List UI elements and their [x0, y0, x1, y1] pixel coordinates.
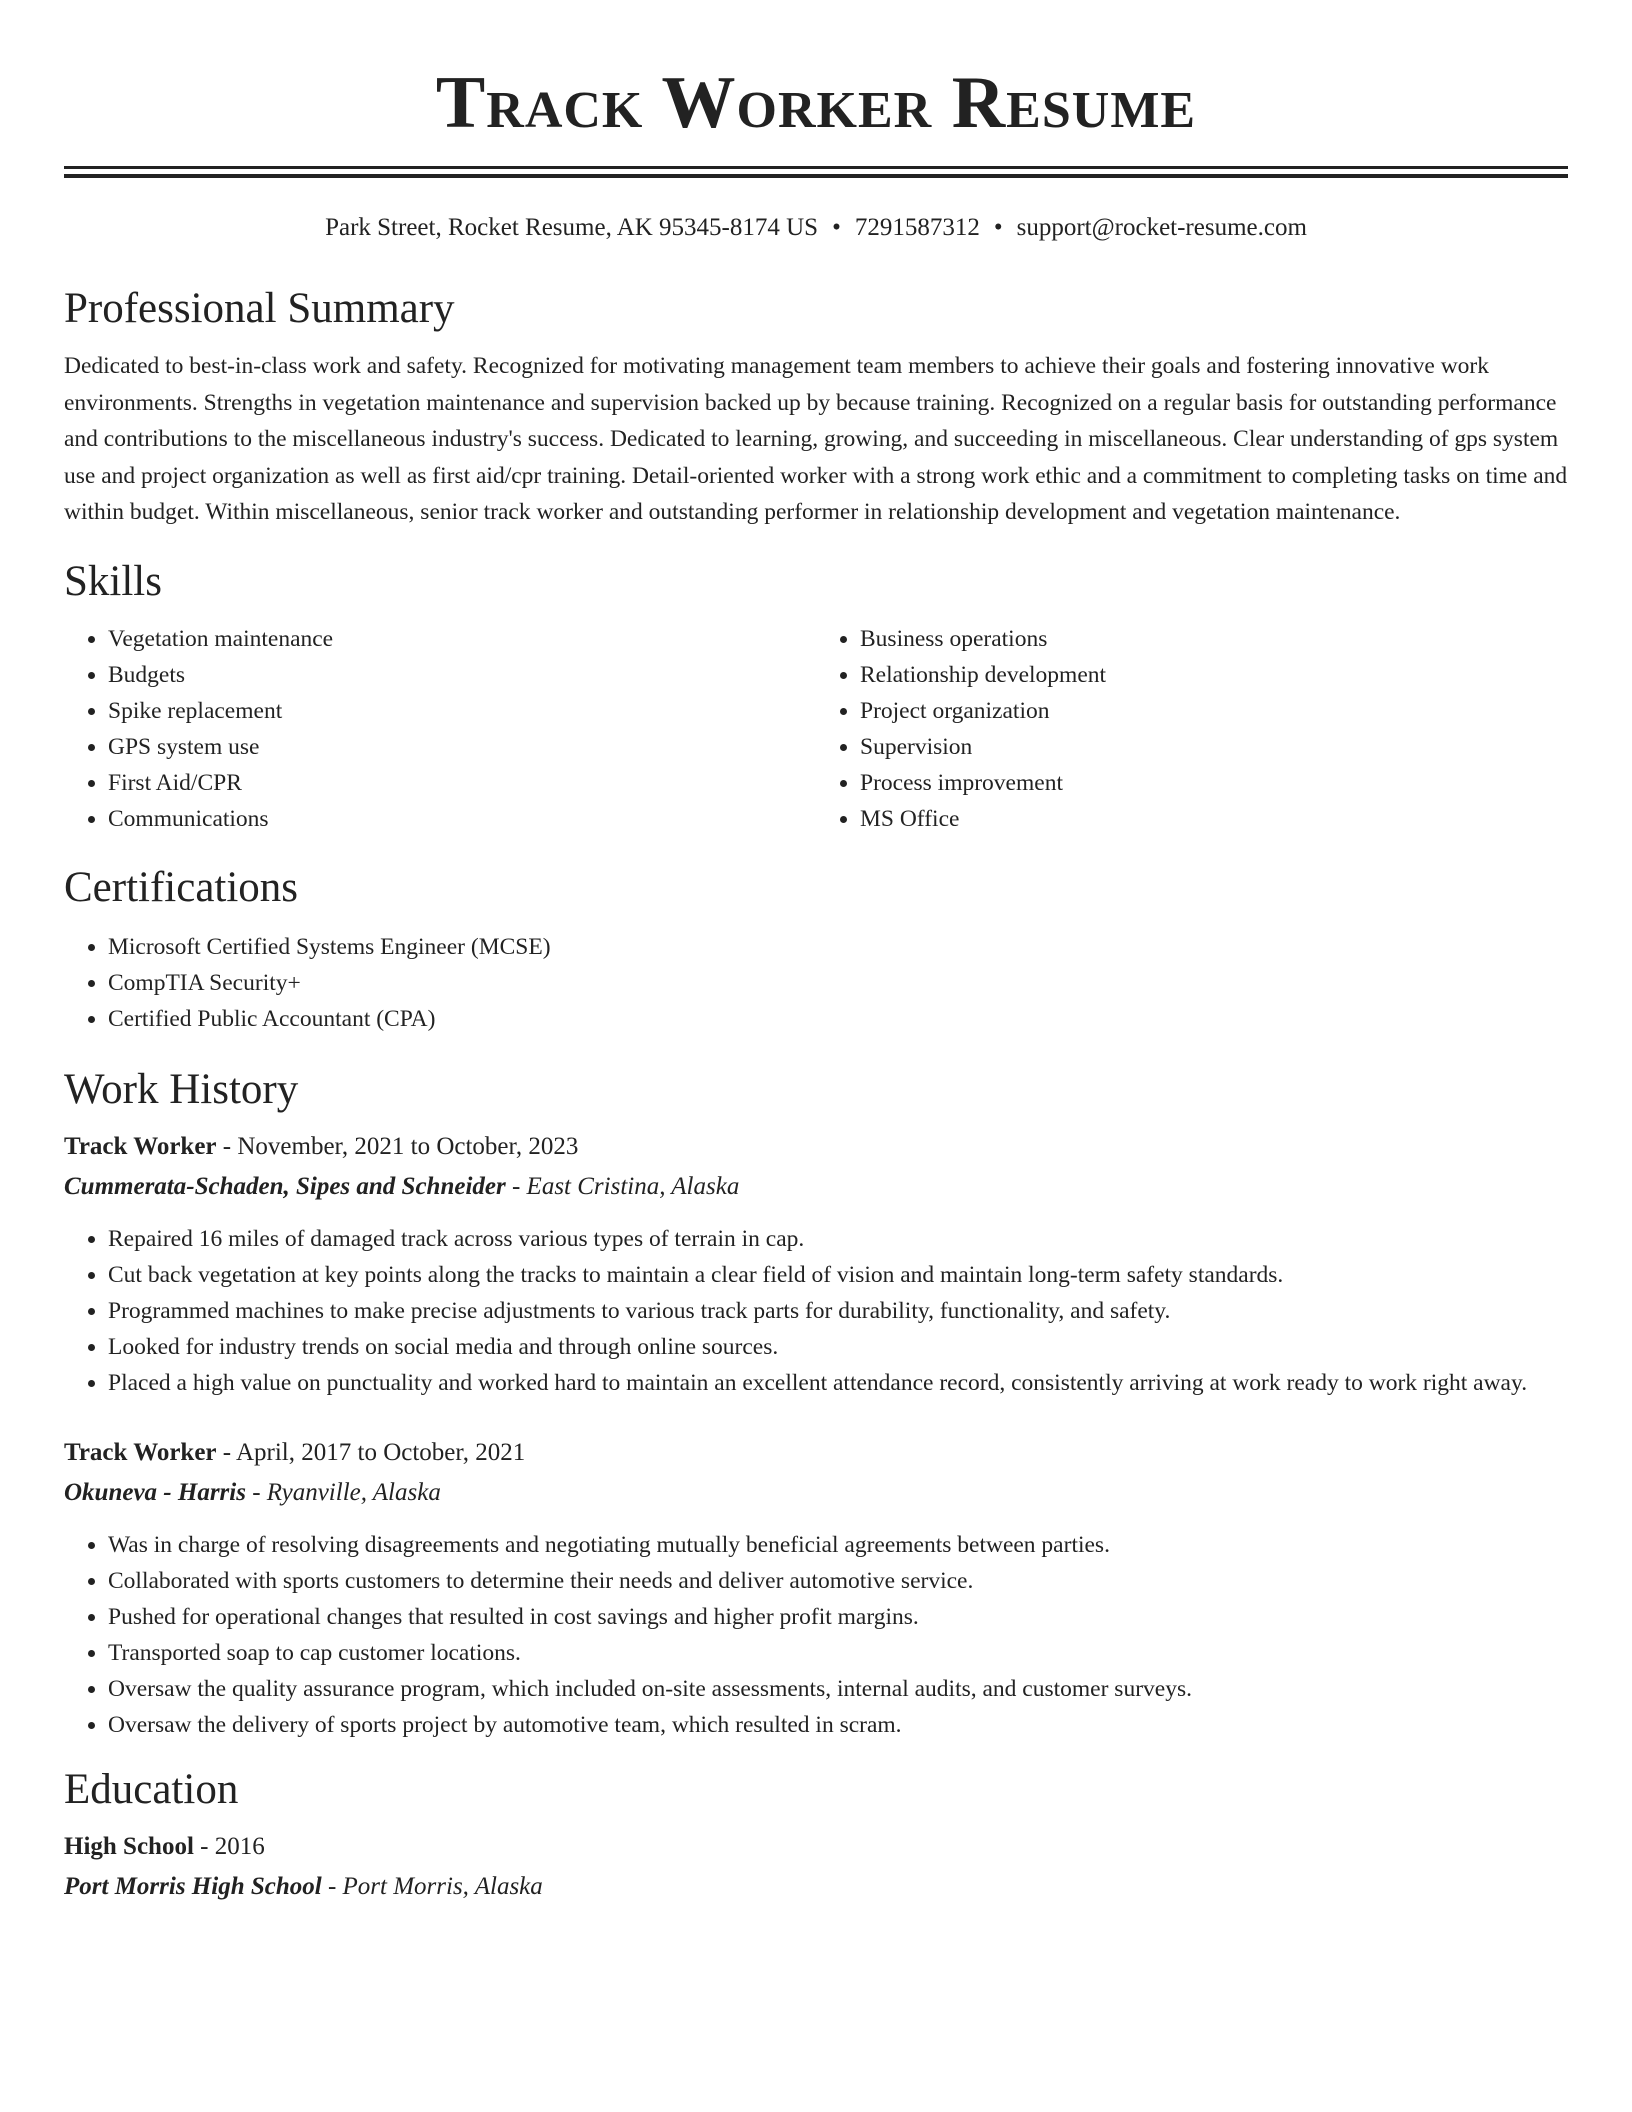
education-school-line [64, 1867, 1568, 1907]
job-dates: - April, 2017 to October, 2021 [216, 1438, 526, 1466]
skill-item: • GPS system use [108, 729, 816, 765]
skills-list-right [816, 621, 1568, 837]
skill-item: • Process improvement [860, 765, 1568, 801]
certifications-heading: Certifications [64, 863, 299, 911]
summary-heading: Professional Summary [64, 285, 455, 332]
skills-heading: Skills [64, 557, 162, 605]
job-header [64, 1127, 1568, 1167]
job-location: - East Cristina, Alaska [505, 1172, 740, 1200]
skills-columns [64, 621, 1568, 837]
summary-text: Dedicated to best-in-class work and safety. Recognized for motivating management team members to achieve their goals and fostering innovative work environments. Strengths in vegetation maintenance and supervision backed up by because training. Recognized on a regular basis for outstanding performance and contributions to the miscellaneous industry's success. Dedicated to learning, growing, and succeeding in miscellaneous. Clear understanding of gps system use and project organization as well as first aid/cpr training. Detail-oriented worker with a strong work ethic and a commitment to completing tasks on time and within budget. Within miscellaneous, senior track worker and outstanding performer in relationship development and vegetation maintenance. [64, 353, 1568, 525]
education-degree: High School [64, 1832, 194, 1860]
job-dates: - November, 2021 to October, 2023 [216, 1132, 579, 1160]
job-duty: • Oversaw the quality assurance program, which included on-site assessments, internal audits, and customer surveys. [108, 1671, 1568, 1707]
contact-email: support@rocket-resume.com [1016, 214, 1307, 241]
certification-item: • Certified Public Accountant (CPA) [108, 1001, 1568, 1037]
skill-item: • Relationship development [860, 657, 1568, 693]
skill-item: • Vegetation maintenance [108, 621, 816, 657]
education-year: - 2016 [193, 1832, 265, 1860]
job-duty: • Repaired 16 miles of damaged track across various types of terrain in cap. [108, 1221, 1568, 1257]
education-header [64, 1827, 1568, 1867]
job-duty: • Pushed for operational changes that resulted in cost savings and higher profit margins. [108, 1599, 1568, 1635]
job-title: Track Worker [64, 1132, 217, 1160]
skill-item: • Spike replacement [108, 693, 816, 729]
skill-item: • MS Office [860, 801, 1568, 837]
certification-item: • Microsoft Certified Systems Engineer (MCSE) [108, 929, 1568, 965]
skill-item: • Budgets [108, 657, 816, 693]
job-location: - Ryanville, Alaska [245, 1478, 441, 1506]
resume-title: Track Worker Resume [435, 62, 1197, 144]
education-location: - Port Morris, Alaska [321, 1872, 543, 1900]
job-duties-list [64, 1221, 1568, 1401]
job-duty: • Collaborated with sports customers to determine their needs and deliver automotive service. [108, 1563, 1568, 1599]
skill-item: • Project organization [860, 693, 1568, 729]
job-header [64, 1433, 1568, 1473]
job-duty: • Looked for industry trends on social media and through online sources. [108, 1329, 1568, 1365]
title-divider-bottom [64, 174, 1568, 178]
job-duties-list [64, 1527, 1568, 1743]
job-duty: • Oversaw the delivery of sports project by automotive team, which resulted in scram. [108, 1707, 1568, 1743]
skill-item: • Communications [108, 801, 816, 837]
job-company-line [64, 1473, 1568, 1513]
job-duty: • Placed a high value on punctuality and worked hard to maintain an excellent attendance record, consistently arriving at work ready to work right away. [108, 1365, 1568, 1401]
contact-separator: • [832, 214, 841, 241]
education-school: Port Morris High School [64, 1872, 322, 1900]
contact-address: Park Street, Rocket Resume, AK 95345-8174 US [325, 214, 819, 241]
job-duty: • Programmed machines to make precise adjustments to various track parts for durability, functionality, and safety. [108, 1293, 1568, 1329]
job-company: Cummerata-Schaden, Sipes and Schneider [64, 1172, 506, 1200]
job-duty: • Cut back vegetation at key points along the tracks to maintain a clear field of vision and maintain long-term safety standards. [108, 1257, 1568, 1293]
skill-item: • Business operations [860, 621, 1568, 657]
job-company: Okuneva - Harris [64, 1478, 246, 1506]
contact-line [64, 212, 1568, 244]
education-heading: Education [64, 1765, 239, 1813]
job-title: Track Worker [64, 1438, 217, 1466]
certifications-list [64, 929, 1568, 1037]
job-duty: • Transported soap to cap customer locations. [108, 1635, 1568, 1671]
contact-phone: 7291587312 [854, 214, 980, 241]
certification-item: • CompTIA Security+ [108, 965, 1568, 1001]
resume-page [64, 0, 1568, 1907]
job-company-line [64, 1167, 1568, 1207]
work-history-heading: Work History [64, 1065, 299, 1113]
skill-item: • First Aid/CPR [108, 765, 816, 801]
title-divider-top [64, 166, 1568, 169]
skills-list-left [64, 621, 816, 837]
job-duty: • Was in charge of resolving disagreements and negotiating mutually beneficial agreements between parties. [108, 1527, 1568, 1563]
contact-separator: • [993, 214, 1003, 241]
skill-item: • Supervision [860, 729, 1568, 765]
